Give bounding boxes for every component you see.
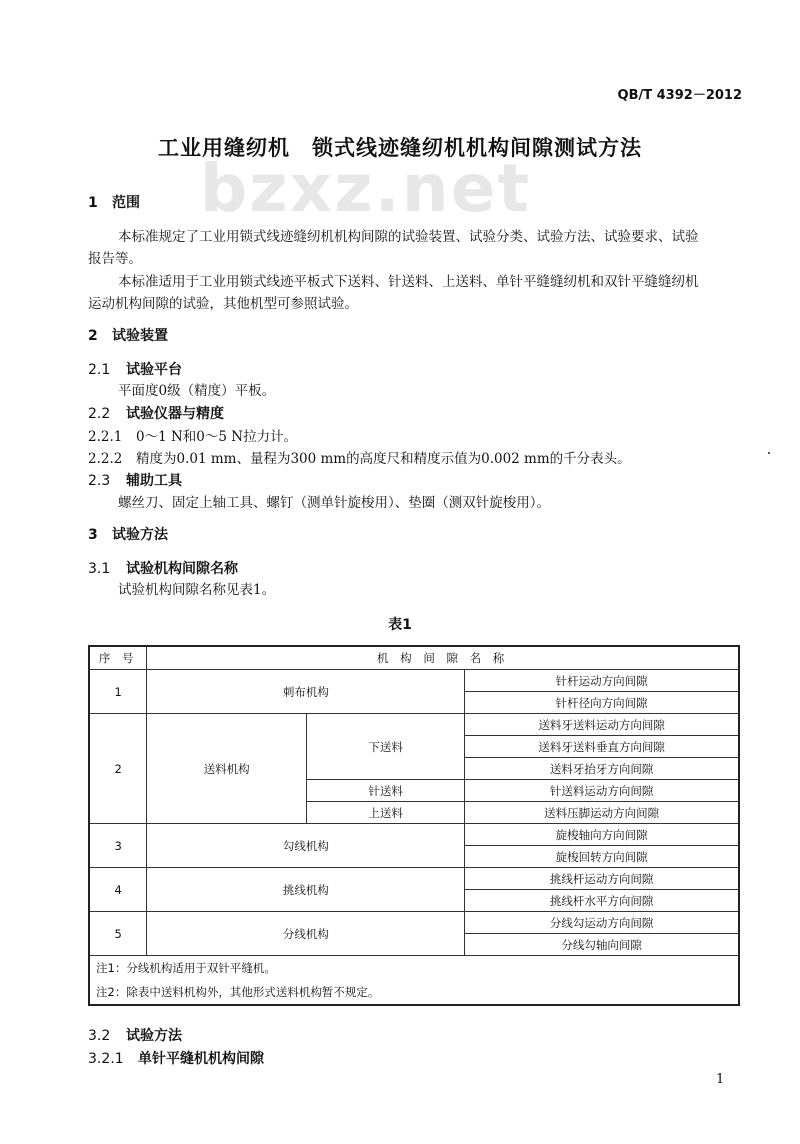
row-number: 4 [89,868,147,912]
scope-paragraph-2-line-2: 运动机构间隙的试验，其他机型可参照试验。 [88,296,358,312]
section-3-1-heading [88,558,238,578]
gap-name: 送料牙送料垂直方向间隙 [465,736,739,758]
row-number: 3 [89,824,147,868]
table-row [89,670,739,692]
header-no: 序 号 [89,646,147,670]
gap-name: 针杆径向方向间隙 [465,692,739,714]
section-title: 辅助工具 [126,473,182,489]
table-row [89,824,739,846]
scope-paragraph-2-line-1: 本标准适用于工业用锁式线迹平板式下送料、针送料、上送料、单针平缝缝纫机和双针平缝缝纫机 [118,274,699,290]
table-note-row [89,980,739,1005]
section-title: 试验方法 [126,1028,182,1044]
section-3-2-heading [88,1025,182,1045]
mechanism-name: 勾线机构 [147,824,465,868]
section-title: 试验机构间隙名称 [126,561,238,577]
page-number: 1 [716,1072,725,1087]
section-number: 3.2 [88,1028,111,1044]
section-number: 2.2 [88,406,111,422]
row-number: 1 [89,670,147,714]
clause-number: 2.2.2 [88,451,123,467]
section-title: 试验方法 [112,527,168,543]
clause-text: 精度为0.01 mm、量程为300 mm的高度尺和精度示值为0.002 mm的千分表头。 [136,451,631,467]
table-row [89,912,739,934]
gap-name: 挑线杆运动方向间隙 [465,868,739,890]
scope-paragraph-1-line-1: 本标准规定了工业用锁式线迹缝纫机机构间隙的试验装置、试验分类、试验方法、试验要求、试验 [118,229,699,245]
mechanism-name: 挑线机构 [147,868,465,912]
section-2-1-heading [88,359,182,379]
section-3-1-text: 试验机构间隙名称见表1。 [118,582,276,598]
sub-mechanism-name: 针送料 [306,780,465,802]
title-part2: 锁式线迹缝纫机机构间隙测试方法 [312,136,642,160]
section-title: 单针平缝机机构间隙 [138,1051,264,1067]
title-part1: 工业用缝纫机 [158,136,290,160]
section-1-heading [88,192,140,212]
gap-name: 分线勾轴向间隙 [465,934,739,956]
scan-speck [768,452,770,454]
mechanism-name: 送料机构 [147,714,307,824]
section-2-2-heading [88,403,224,423]
table-header-row [89,646,739,670]
section-2-2-1 [88,426,297,448]
gap-name: 旋梭轴向方向间隙 [465,824,739,846]
gap-name: 挑线杆水平方向间隙 [465,890,739,912]
watermark: bzxz.net [200,150,532,227]
standard-code: QB/T 4392－2012 [617,88,742,103]
section-number: 2.1 [88,362,111,378]
section-number: 2.3 [88,473,111,489]
section-number: 3.1 [88,561,111,577]
section-3-heading [88,524,168,544]
section-title: 范围 [112,195,140,211]
table-note: 注2：除表中送料机构外，其他形式送料机构暂不规定。 [89,980,739,1005]
gap-name: 旋梭回转方向间隙 [465,846,739,868]
section-2-3-heading [88,470,182,490]
gap-name: 送料牙送料运动方向间隙 [465,714,739,736]
gap-name: 分线勾运动方向间隙 [465,912,739,934]
gap-name: 送料压脚运动方向间隙 [465,802,739,824]
table-row [89,868,739,890]
section-title: 试验仪器与精度 [126,406,224,422]
mechanism-name: 刺布机构 [147,670,465,714]
table-row [89,714,739,736]
section-number: 3.2.1 [88,1051,124,1067]
gap-name: 送料牙抬牙方向间隙 [465,758,739,780]
section-number: 3 [88,527,98,543]
table-note-row [89,956,739,981]
row-number: 2 [89,714,147,824]
section-title: 试验平台 [126,362,182,378]
sub-mechanism-name: 上送料 [306,802,465,824]
section-2-heading [88,325,168,345]
section-number: 2 [88,328,98,344]
scope-paragraph-1-line-2: 报告等。 [88,251,142,267]
mechanism-name: 分线机构 [147,912,465,956]
row-number: 5 [89,912,147,956]
section-2-2-2 [88,448,631,470]
section-3-2-1-heading [88,1048,264,1068]
section-2-3-text: 螺丝刀、固定上轴工具、螺钉（测单针旋梭用）、垫圈（测双针旋梭用）。 [118,495,550,511]
section-title: 试验装置 [112,328,168,344]
gap-name: 针送料运动方向间隙 [465,780,739,802]
gap-name: 针杆运动方向间隙 [465,670,739,692]
mechanism-gap-table [88,645,740,1006]
document-title [0,132,800,162]
header-name: 机 构 间 隙 名 称 [147,646,739,670]
table-note: 注1：分线机构适用于双针平缝机。 [89,956,739,981]
section-2-1-text: 平面度0级（精度）平板。 [118,383,276,399]
clause-text: 0～1 N和0～5 N拉力计。 [136,429,298,445]
table-caption: 表1 [388,617,412,633]
section-number: 1 [88,195,98,211]
sub-mechanism-name: 下送料 [306,714,465,780]
clause-number: 2.2.1 [88,429,123,445]
